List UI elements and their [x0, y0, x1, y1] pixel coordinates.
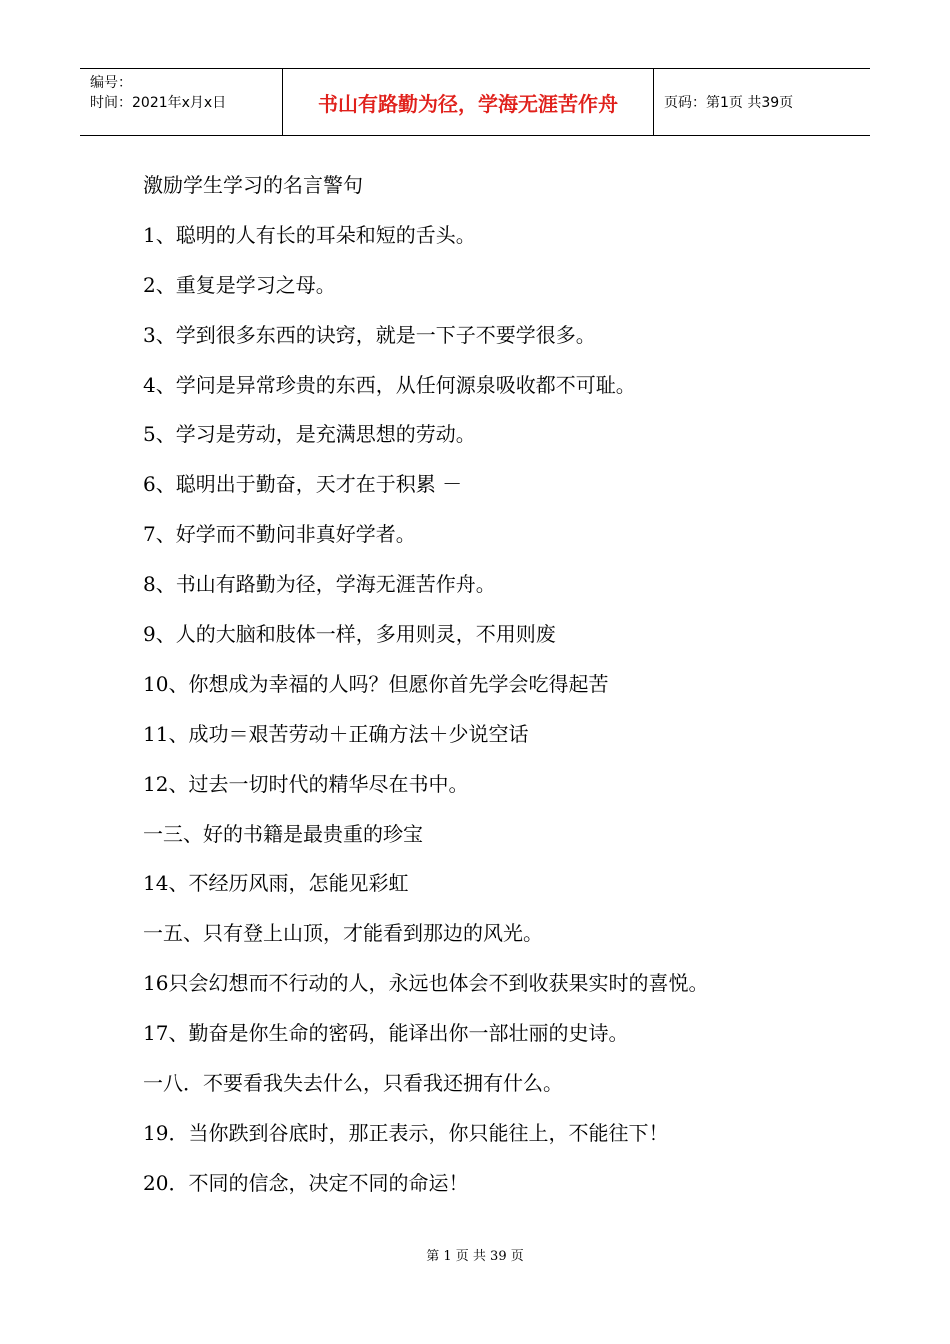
quote-line: 12、过去一切时代的精华尽在书中。: [143, 771, 469, 796]
quote-line: 16只会幻想而不行动的人，永远也体会不到收获果实时的喜悦。: [143, 971, 709, 996]
quote-line: 19．当你跌到谷底时，那正表示，你只能往上，不能往下！: [143, 1120, 669, 1145]
quote-line: 11、成功＝艰苦劳动＋正确方法＋少说空话: [143, 721, 529, 746]
header-page-info-cell: [654, 69, 870, 135]
document-body: [143, 167, 843, 1215]
quote-line: 5、学习是劳动，是充满思想的劳动。: [143, 422, 476, 447]
document-date: 时间：2021年x月x日: [90, 95, 227, 111]
page-footer: 第 1 页 共 39 页: [426, 1249, 524, 1264]
quote-line: 20．不同的信念，决定不同的命运！: [143, 1170, 469, 1195]
header-meta: [80, 69, 282, 135]
quote-line: 4、学问是异常珍贵的东西，从任何源泉吸收都不可耻。: [143, 372, 636, 397]
document-title: 激励学生学习的名言警句: [143, 173, 363, 197]
quote-line: 17、勤奋是你生命的密码，能译出你一部壮丽的史诗。: [143, 1021, 629, 1046]
quote-line: 一八．不要看我失去什么，只看我还拥有什么。: [143, 1071, 563, 1096]
header-table: [80, 68, 870, 136]
header-page-info: 页码：第1页 共39页: [664, 95, 794, 111]
quote-line: 6、聪明出于勤奋，天才在于积累 －: [143, 472, 463, 497]
quote-line: 2、重复是学习之母。: [143, 272, 336, 297]
quote-line: 7、好学而不勤问非真好学者。: [143, 522, 416, 547]
quote-line: 一三、好的书籍是最贵重的珍宝: [143, 821, 423, 846]
quote-line: 1、聪明的人有长的耳朵和短的舌头。: [143, 222, 476, 247]
quote-line: 8、书山有路勤为径，学海无涯苦作舟。: [143, 572, 496, 597]
quote-line: 10、你想成为幸福的人吗？但愿你首先学会吃得起苦: [143, 671, 609, 696]
header-slogan: 书山有路勤为径，学海无涯苦作舟: [282, 69, 654, 135]
quote-line: 9、人的大脑和肢体一样，多用则灵，不用则废: [143, 622, 556, 647]
document-number-label: 编号：: [90, 75, 132, 91]
quote-line: 一五、只有登上山顶，才能看到那边的风光。: [143, 921, 543, 946]
quote-line: 14、不经历风雨，怎能见彩虹: [143, 871, 409, 896]
quote-line: 3、学到很多东西的诀窍，就是一下子不要学很多。: [143, 322, 596, 347]
